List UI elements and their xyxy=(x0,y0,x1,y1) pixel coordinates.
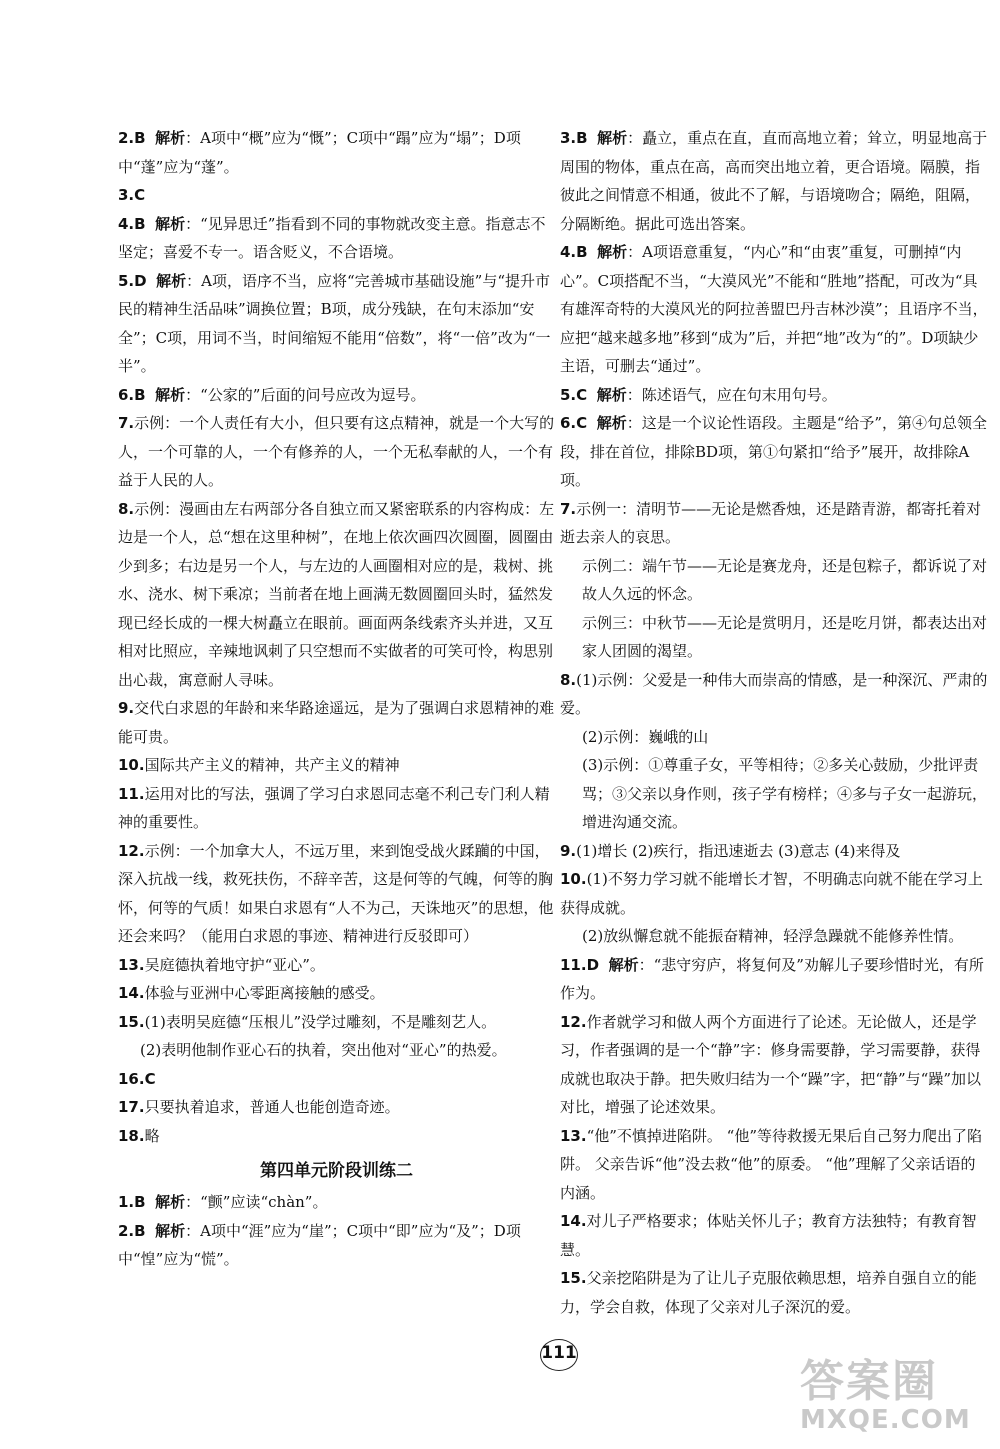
answer-number: 6.B xyxy=(118,385,146,404)
answer-text: 运用对比的写法，强调了学习白求恩同志毫不利己专门利人精神的重要性。 xyxy=(118,784,550,831)
answer-item xyxy=(560,666,990,723)
answer-gap xyxy=(146,1222,156,1240)
answer-text: ：“见异思迁”指看到不同的事物就改变主意。指意志不坚定；喜爱不专一。语含贬义，不合语境。 xyxy=(118,214,546,261)
answer-number: 11.D xyxy=(560,955,600,974)
answer-text: 示例：一个加拿大人，不远万里，来到饱受战火蹂躏的中国，深入抗战一线，救死扶伤，不辞辛苦，这是何等的气魄，何等的胸怀，何等的气质！如果白求恩有“人不为己，天诛地灭”的思想，他还会来吗？（能用白求恩的事迹、精神进行反驳即可） xyxy=(118,841,554,945)
answer-text: 示例三：中秋节——无论是赏明月，还是吃月饼，都表达出对家人团圆的渴望。 xyxy=(582,613,988,660)
answer-text: 示例一：清明节——无论是燃香烛，还是踏青游，都寄托着对逝去亲人的哀思。 xyxy=(560,499,982,546)
answer-number: 9. xyxy=(560,841,577,860)
answer-number: 8. xyxy=(560,670,577,689)
answer-gap xyxy=(587,414,597,432)
answer-gap xyxy=(588,243,598,261)
answer-gap xyxy=(146,386,156,404)
answer-number: 5.D xyxy=(118,271,147,290)
answer-gap xyxy=(587,386,597,404)
answer-number: 3.C xyxy=(118,186,146,204)
answer-item xyxy=(118,751,555,780)
answer-text: ：A项中“涯”应为“崖”；C项中“即”应为“及”；D项中“惶”应为“慌”。 xyxy=(118,1221,521,1268)
answer-text: 示例：漫画由左右两部分各自独立而又紧密联系的内容构成：左边是一个人，总“想在这里种树”，在地上依次画四次圆圈，圆圈由少到多；右边是另一个人，与左边的人画圈相对应的是，栽树、挑水、浇水、树下乘凉；当前者在地上画满无数圆圈回头时，猛然发现已经长成的一棵大树矗立在眼前。画面两条线索齐头并进，又互相对比照应，辛辣地讽刺了只空想而不实做者的可笑可怜，构思别出心裁，寓意耐人寻味。 xyxy=(118,499,555,689)
answer-number: 4.B xyxy=(118,214,146,233)
answer-keyword: 解析 xyxy=(155,385,186,404)
answer-number: 13. xyxy=(560,1126,587,1145)
answer-gap xyxy=(146,215,156,233)
watermark-logo: 答案圈 MXQE.COM xyxy=(800,1356,971,1435)
answer-item xyxy=(560,837,990,866)
answer-item xyxy=(560,922,990,951)
page-number: 111 xyxy=(538,1333,580,1373)
answer-item xyxy=(560,751,990,837)
answer-text: 示例：一个人责任有大小，但只要有这点精神，就是一个大写的人，一个可靠的人，一个有修养的人，一个无私奉献的人，一个有益于人民的人。 xyxy=(118,414,555,489)
answer-text: (3)示例：①尊重子女，平等相待；②多关心鼓励，少批评责骂；③父亲以身作则，孩子学有榜样；④多与子女一起游玩，增进沟通交流。 xyxy=(582,756,988,831)
answer-number: 7. xyxy=(118,414,135,432)
answer-item xyxy=(560,1008,990,1122)
answer-item xyxy=(118,694,555,751)
answer-text: ：“公家的”后面的问号应改为逗号。 xyxy=(185,385,426,404)
left-column xyxy=(118,124,555,1274)
answer-number: 10. xyxy=(560,870,587,888)
answer-number: 1.B xyxy=(118,1193,146,1211)
answer-gap xyxy=(146,1193,156,1211)
answer-gap xyxy=(599,956,609,974)
answer-number: 3.B xyxy=(560,129,588,147)
answer-item xyxy=(118,1036,555,1065)
answer-keyword: 解析 xyxy=(597,129,628,147)
answer-text: 示例二：端午节——无论是赛龙舟，还是包粽子，都诉说了对故人久远的怀念。 xyxy=(582,556,988,603)
answer-item xyxy=(118,409,555,495)
right-column xyxy=(560,124,990,1321)
answer-text: ：“颤”应读“chàn”。 xyxy=(185,1193,328,1211)
answer-text: “他”不慎掉进陷阱。 “他”等待救援无果后自己努力爬出了陷阱。 父亲告诉“他”没去救“他”的原委。 “他”理解了父亲话语的内涵。 xyxy=(560,1126,983,1202)
answer-text: (2)示例：巍峨的山 xyxy=(582,727,709,746)
answer-item xyxy=(560,1122,990,1208)
answer-item xyxy=(118,979,555,1008)
answer-text: ：陈述语气，应在句末用句号。 xyxy=(626,385,837,404)
answer-item xyxy=(560,552,990,609)
answer-number: 10. xyxy=(118,756,145,774)
answer-number: 13. xyxy=(118,955,145,974)
answer-number: 18. xyxy=(118,1126,145,1145)
answer-item xyxy=(118,181,555,210)
answer-number: 11. xyxy=(118,784,145,803)
answer-number: 15. xyxy=(118,1012,145,1031)
answer-number: 15. xyxy=(560,1269,587,1287)
answer-text: ：“悲守穷庐，将复何及”劝解儿子要珍惜时光，有所作为。 xyxy=(560,955,984,1002)
answer-text: 交代白求恩的年龄和来华路途遥远，是为了强调白求恩精神的难能可贵。 xyxy=(118,699,555,746)
answer-keyword: 解析 xyxy=(608,955,639,974)
answer-number: 9. xyxy=(118,699,135,717)
answer-keyword: 解析 xyxy=(596,414,627,432)
answer-item xyxy=(118,210,555,267)
answer-number: 7. xyxy=(560,499,577,518)
answer-number: 14. xyxy=(560,1212,587,1230)
answer-item xyxy=(118,1008,555,1037)
answer-item xyxy=(560,124,990,238)
answer-number: 6.C xyxy=(560,414,588,432)
answer-text: 对儿子严格要求；体贴关怀儿子；教育方法独特；有教育智慧。 xyxy=(560,1212,977,1259)
answer-item xyxy=(560,865,990,922)
answer-item xyxy=(560,409,990,495)
answer-text: ：矗立，重点在直，直而高地立着；耸立，明显地高于周围的物体，重点在高，高而突出地立着，更合语境。隔膜，指彼此之间情意不相通，彼此不了解，与语境吻合；隔绝，阻隔，分隔断绝。据此可选出答案。 xyxy=(560,129,988,233)
answer-number: 2.B xyxy=(118,1221,146,1240)
answer-text: (1)不努力学习就不能增长才智，不明确志向就不能在学习上获得成就。 xyxy=(560,870,983,917)
answer-text: (2)放纵懈怠就不能振奋精神，轻浮急躁就不能修养性情。 xyxy=(582,927,964,945)
answer-number: 12. xyxy=(118,841,145,860)
answer-number: 16.C xyxy=(118,1069,156,1088)
answer-gap xyxy=(588,129,598,147)
answer-number: 2.B xyxy=(118,129,146,147)
answer-item xyxy=(560,723,990,752)
answer-item xyxy=(118,124,555,181)
answer-text: (1)示例：父爱是一种伟大而崇高的情感，是一种深沉、严肃的爱。 xyxy=(560,670,988,717)
answer-number: 14. xyxy=(118,984,145,1002)
answer-text: 父亲挖陷阱是为了让儿子克服依赖思想，培养自强自立的能力，学会自救，体现了父亲对儿子深沉的爱。 xyxy=(560,1269,977,1316)
answer-text: 略 xyxy=(144,1126,160,1145)
answer-gap xyxy=(146,129,156,147)
answer-text: 作者就学习和做人两个方面进行了论述。无论做人，还是学习，作者强调的是一个“静”字：修身需要静，学习需要静，获得成就也取决于静。把失败归结为一个“躁”字，把“静”与“躁”加以对比，增强了论述效果。 xyxy=(560,1012,982,1116)
answer-number: 12. xyxy=(560,1012,587,1031)
answer-text: 吴庭德执着地守护“亚心”。 xyxy=(144,955,325,974)
answer-item xyxy=(118,381,555,410)
answer-item xyxy=(118,951,555,980)
answer-item xyxy=(118,1065,555,1094)
answer-text: (1)增长 (2)疾行，指迅速逝去 (3)意志 (4)来得及 xyxy=(576,841,901,860)
answer-text: 国际共产主义的精神，共产主义的精神 xyxy=(144,756,400,774)
answer-text: 只要执着追求，普通人也能创造奇迹。 xyxy=(144,1098,400,1116)
answer-item xyxy=(118,837,555,951)
answer-item xyxy=(560,609,990,666)
answer-item xyxy=(118,267,555,381)
answer-number: 17. xyxy=(118,1098,145,1116)
answer-keyword: 解析 xyxy=(155,1221,186,1240)
answer-text: ：A项中“概”应为“慨”；C项中“蹋”应为“塌”；D项中“蓬”应为“蓬”。 xyxy=(118,129,521,176)
answer-text: ：这是一个议论性语段。主题是“给予”，第④句总领全段，排在首位，排除BD项，第①句紧扣“给予”展开，故排除A项。 xyxy=(560,414,988,489)
answer-text: ：A项语意重复，“内心”和“由衷”重复，可删掉“内心”。C项搭配不当，“大漠风光”不能和“胜地”搭配，可改为“具有雄浑奇特的大漠风光的阿拉善盟巴丹吉林沙漠”；且语序不当，应把“越来越多地”移到“成为”后，并把“地”改为“的”。D项缺少主语，可删去“通过”。 xyxy=(560,243,988,375)
answer-item xyxy=(560,951,990,1008)
answer-item xyxy=(118,780,555,837)
answer-gap xyxy=(147,272,157,290)
answer-keyword: 解析 xyxy=(156,271,187,290)
answer-keyword: 解析 xyxy=(597,243,628,261)
answer-text: 体验与亚洲中心零距离接触的感受。 xyxy=(144,984,385,1002)
answer-item xyxy=(560,1264,990,1321)
answer-keyword: 解析 xyxy=(155,1193,186,1211)
answer-item xyxy=(560,238,990,381)
answer-text: (2)表明他制作亚心石的执着，突出他对“亚心”的热爱。 xyxy=(140,1041,507,1059)
answer-number: 8. xyxy=(118,499,135,518)
answer-item xyxy=(560,1207,990,1264)
answer-keyword: 解析 xyxy=(155,214,186,233)
answer-item xyxy=(118,495,555,695)
answer-item xyxy=(118,1122,555,1151)
answer-keyword: 解析 xyxy=(596,385,627,404)
answer-item xyxy=(118,1188,555,1217)
answer-number: 5.C xyxy=(560,385,588,404)
answer-text: (1)表明吴庭德“压根儿”没学过雕刻，不是雕刻艺人。 xyxy=(144,1012,497,1031)
answer-item xyxy=(118,1093,555,1122)
answer-text: ：A项，语序不当，应将“完善城市基础设施”与“提升市民的精神生活品味”调换位置；B项，成分残缺，在句末添加“安全”；C项，用词不当，时间缩短不能用“倍数”，将“一倍”改为“一半”。 xyxy=(118,271,551,375)
answer-item xyxy=(118,1217,555,1274)
answer-item xyxy=(560,381,990,410)
answer-item xyxy=(560,495,990,552)
answer-keyword: 解析 xyxy=(155,129,186,147)
section-title: 第四单元阶段训练二 xyxy=(260,1161,413,1181)
answer-number: 4.B xyxy=(560,243,588,261)
